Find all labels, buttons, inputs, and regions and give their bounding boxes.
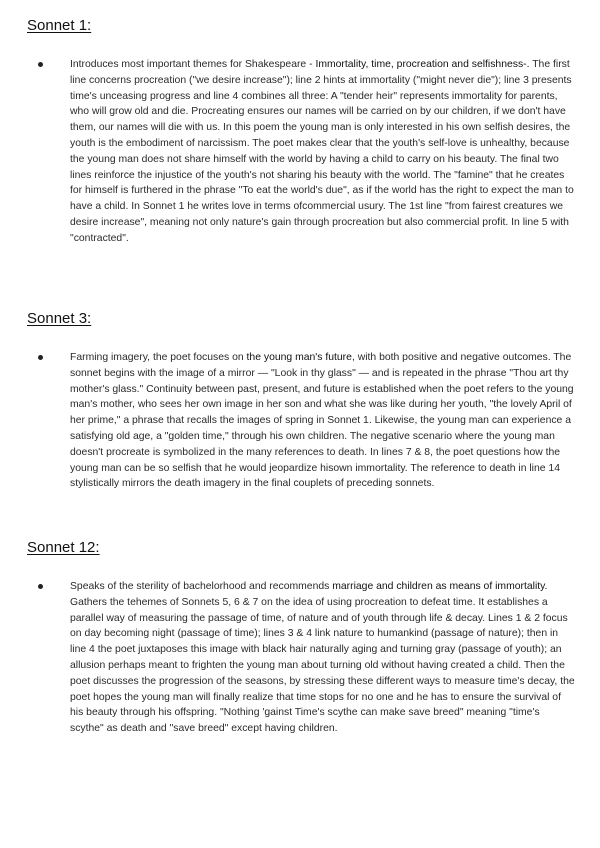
paragraph-body: , with both positive and negative outcomes. The sonnet begins with the image of a mirror — "Look in thy glass" — and is repeated in the phrase "Thou art thy mother's glass." Continuity between past, present, and future is established when the poet refers to the young man's mother, who sees her own image in her son and what she was like during her youth, "the lovely April of her prime," a phrase that recalls the images of spring in Sonnet 1. Likewise, the young man can experience a satisfying old age, a "golden time," through his own children. The negative scenario where the young man doesn't procreate is symbolized in the many references to death. In lines 7 & 8, the poet questions how the young man can be so selfish that he would jeopardize hisown immortality. The reference to death in line 14 stylistically mirrors the death imagery in the final couplets of preceding sonnets. bbox=[70, 352, 574, 490]
bullet-icon bbox=[38, 355, 43, 360]
paragraph-emphasis: marriage and children as means of immortality. bbox=[332, 581, 548, 592]
bullet-icon bbox=[38, 62, 43, 67]
bullet-paragraph bbox=[70, 350, 576, 492]
paragraph-emphasis: Immortality, time, procreation and selfishness-. bbox=[315, 59, 530, 70]
section-heading: Sonnet 1: bbox=[27, 17, 92, 34]
paragraph-emphasis: the young man's future bbox=[246, 352, 352, 363]
bullet-icon bbox=[38, 584, 43, 589]
paragraph-lead: Farming imagery, the poet focuses on bbox=[70, 352, 247, 363]
bullet-paragraph bbox=[70, 57, 576, 247]
paragraph-body: Gathers the tehemes of Sonnets 5, 6 & 7 on the idea of using procreation to defeat time. It establishes a parallel way of measuring the passage of time, of nature and of youth through life & decay. Lines 1 & 2 focus on day becoming night (passage of time); lines 3 & 4 link nature to humankind (passage of nature); then in line 4 the poet juxtaposes this image with black hair naturally aging and turning gray (passage of youth); an allusion perhaps meant to frighten the young man about turning old without having created a child. Then the poet discusses the progression of the seasons, by stressing these different ways to measure time's decay, the poet hopes the young man will finally realize that time stops for no one and he has to ensure the survival of his beauty through his offspring. "Nothing 'gainst Time's scythe can make save breed" meaning "time's scythe" as death and "save breed" except having children. bbox=[70, 596, 575, 735]
paragraph-lead: Speaks of the sterility of bachelorhood and recommends bbox=[70, 581, 333, 592]
bullet-paragraph bbox=[70, 579, 576, 737]
paragraph-body: The first line concerns procreation ("we desire increase"); line 2 hints at immortality ("might never die"); line 3 presents time's unceasing progress and line 4 combines all three: A "tender heir" represents immortality for parents, who will grow old and die. Procreating ensures our names will be carried on by our children, if we don't have them, our names will die with us. In this poem the young man is only interested in his own selfish desires, the youth is the embodiment of narcissism. The poet makes clear that the youth's self-love is unhealthy, because the young man does not share himself with the world by having a child to carry on his beauty. The final two lines reinforce the injustice of the youth's not sharing his beauty with the world. The "famine" that he creates for himself is furthered in the phrase "To eat the world's due", as if the world has the right to expect the man to have a child. In Sonnet 1 he writes love in terms ofcommercial usury. The 1st line "from fairest creatures we desire increase", meaning not only nature's gain through procreation but also commercial profit. In line 5 with "contracted". bbox=[70, 59, 574, 244]
section-heading: Sonnet 3: bbox=[27, 310, 92, 327]
section-heading: Sonnet 12: bbox=[27, 539, 100, 556]
paragraph-lead: Introduces most important themes for Shakespeare - bbox=[70, 59, 316, 70]
